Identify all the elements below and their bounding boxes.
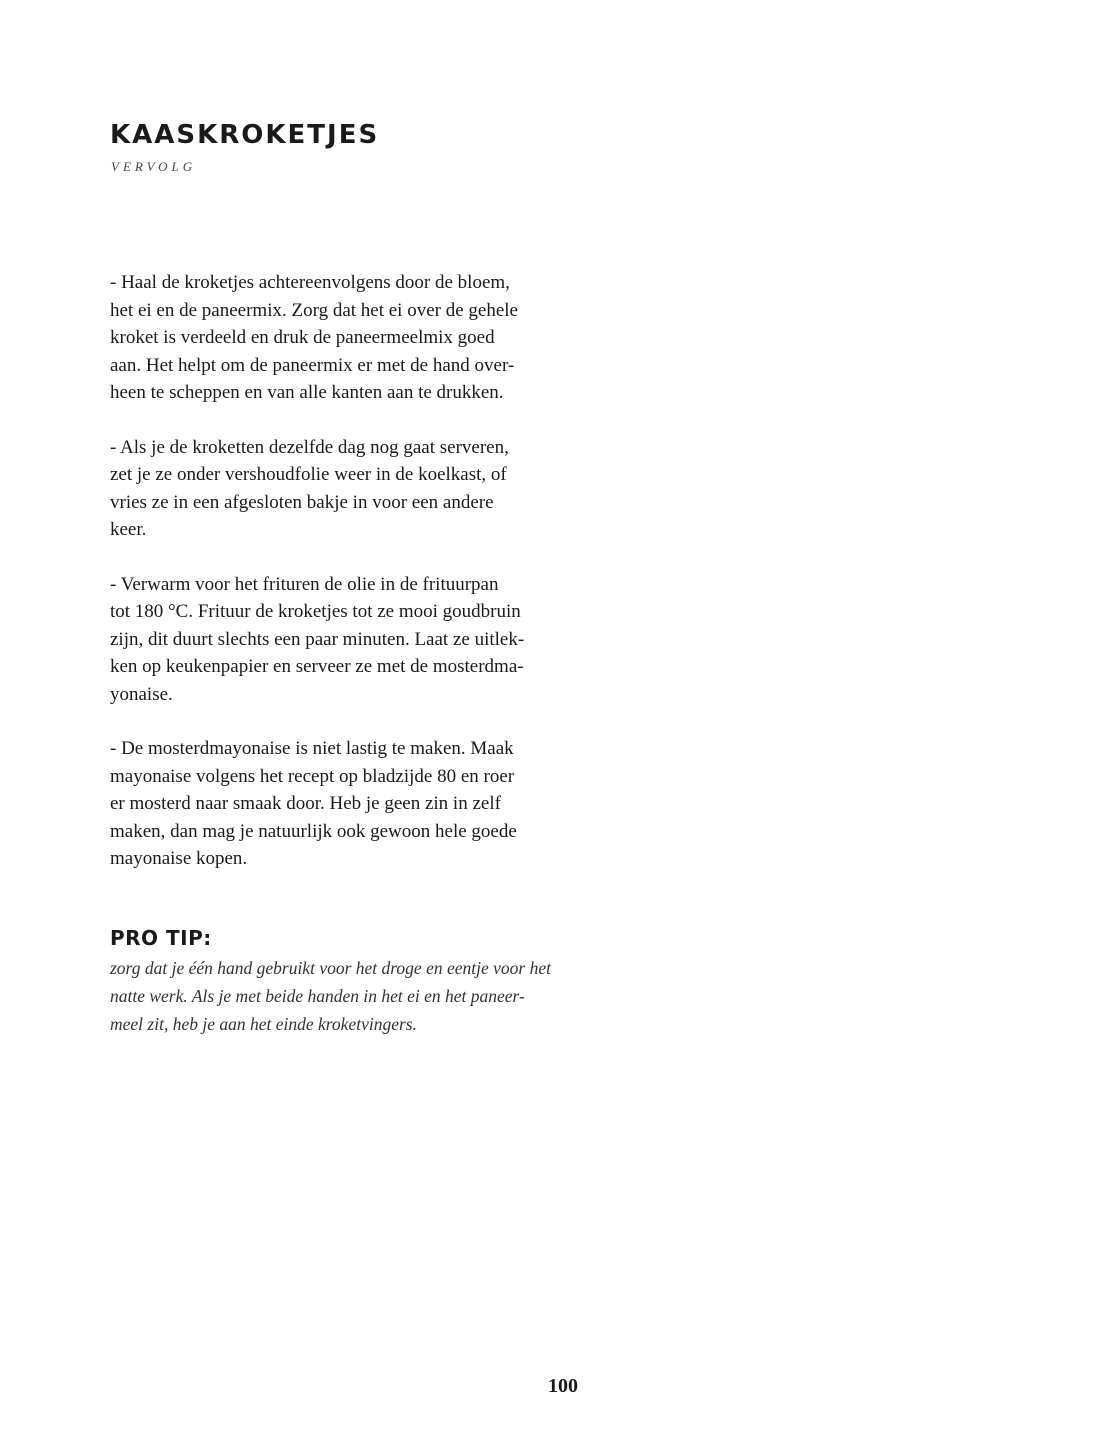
text-line: - Als je de kroketten dezelfde dag nog gaat serveren,	[110, 436, 509, 458]
text-line: zet je ze onder vershoudfolie weer in de koelkast, of	[110, 464, 507, 485]
text-line: vries ze in een afgesloten bakje in voor een andere	[110, 491, 494, 513]
page-number: 100	[548, 1375, 578, 1397]
text-line: keer.	[110, 519, 147, 540]
text-line: maken, dan mag je natuurlijk ook gewoon hele goede	[110, 820, 517, 842]
text-line: zorg dat je één hand gebruikt voor het droge en eentje voor het	[110, 958, 551, 978]
text-line: tot 180 °C. Frituur de kroketjes tot ze mooi goudbruin	[110, 601, 521, 622]
recipe-step	[110, 434, 560, 544]
text-line: kroket is verdeeld en druk de paneermeelmix goed	[110, 327, 495, 348]
text-line: heen te scheppen en van alle kanten aan te drukken.	[110, 382, 504, 403]
text-line: het ei en de paneermix. Zorg dat het ei over de gehele	[110, 299, 518, 321]
page-subtitle: VERVOLG	[111, 159, 197, 174]
text-line: - De mosterdmayonaise is niet lastig te maken. Maak	[110, 738, 514, 759]
recipe-steps	[110, 269, 560, 900]
text-line: mayonaise kopen.	[110, 848, 248, 869]
text-line: mayonaise volgens het recept op bladzijde 80 en roer	[110, 765, 515, 787]
text-line: - Haal de kroketjes achtereenvolgens door de bloem,	[110, 272, 510, 293]
text-line: natte werk. Als je met beide handen in het ei en het paneer-	[110, 986, 525, 1006]
text-line: meel zit, heb je aan het einde kroketvingers.	[110, 1014, 417, 1034]
text-line: aan. Het helpt om de paneermix er met de hand over-	[110, 354, 515, 376]
text-line: - Verwarm voor het frituren de olie in de frituurpan	[110, 573, 499, 595]
recipe-step	[110, 571, 560, 709]
text-line: er mosterd naar smaak door. Heb je geen zin in zelf	[110, 793, 501, 814]
recipe-step	[110, 269, 560, 407]
recipe-step	[110, 735, 560, 873]
text-line: ken op keukenpapier en serveer ze met de mosterdma-	[110, 656, 524, 677]
text-line: yonaise.	[110, 683, 173, 705]
text-line: zijn, dit duurt slechts een paar minuten. Laat ze uitlek-	[110, 628, 525, 650]
pro-tip-text	[110, 954, 570, 1038]
page-title: KAASKROKETJES	[110, 120, 380, 150]
pro-tip-heading: PRO TIP:	[110, 926, 212, 950]
